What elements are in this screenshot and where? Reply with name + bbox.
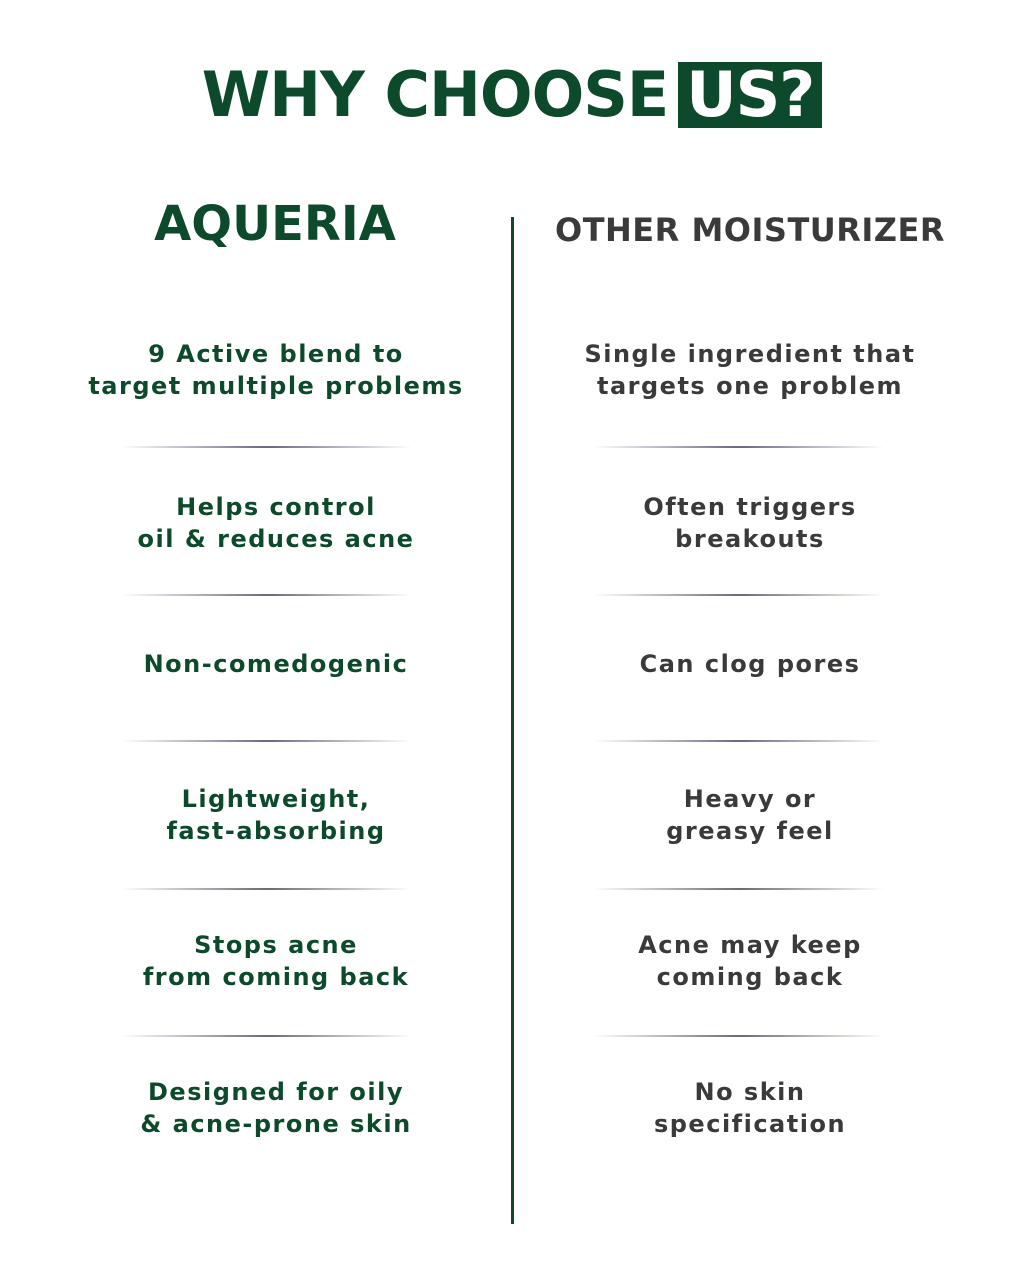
other-drawback-2-line-2: breakouts bbox=[675, 525, 825, 553]
other-drawback-2-line-1: Often triggers bbox=[643, 493, 857, 521]
other-drawback-5 bbox=[540, 929, 960, 993]
other-drawback-5-line-2: coming back bbox=[656, 963, 844, 991]
aqueria-benefit-6-line-1: Designed for oily bbox=[148, 1078, 404, 1106]
aqueria-benefit-2-line-1: Helps control bbox=[176, 493, 376, 521]
row-separator bbox=[122, 740, 412, 742]
aqueria-benefit-4-line-1: Lightweight, bbox=[181, 785, 371, 813]
aqueria-benefit-3 bbox=[66, 648, 486, 680]
column-divider bbox=[511, 217, 514, 1224]
aqueria-benefit-5-line-2: from coming back bbox=[142, 963, 410, 991]
other-drawback-3 bbox=[540, 648, 960, 680]
other-drawback-2 bbox=[540, 491, 960, 555]
other-drawback-1 bbox=[540, 338, 960, 402]
aqueria-benefit-2-line-2: oil & reduces acne bbox=[137, 525, 415, 553]
other-drawback-6 bbox=[540, 1076, 960, 1140]
row-separator bbox=[594, 446, 884, 448]
other-drawback-4-line-1: Heavy or bbox=[683, 785, 817, 813]
row-separator bbox=[594, 594, 884, 596]
row-separator bbox=[122, 594, 412, 596]
page-title bbox=[0, 58, 1024, 131]
row-separator bbox=[122, 888, 412, 890]
other-moisturizer-heading: OTHER MOISTURIZER bbox=[554, 211, 945, 249]
row-separator bbox=[594, 888, 884, 890]
aqueria-heading: AQUERIA bbox=[154, 196, 396, 252]
aqueria-benefit-3-line-1: Non-comedogenic bbox=[143, 650, 409, 678]
aqueria-benefit-6-line-2: & acne-prone skin bbox=[140, 1110, 412, 1138]
row-separator bbox=[594, 740, 884, 742]
other-drawback-3-line-1: Can clog pores bbox=[639, 650, 861, 678]
other-drawback-6-line-2: specification bbox=[653, 1110, 847, 1138]
other-drawback-1-line-1: Single ingredient that bbox=[584, 340, 916, 368]
row-separator bbox=[122, 446, 412, 448]
aqueria-benefit-6 bbox=[66, 1076, 486, 1140]
aqueria-benefit-2 bbox=[66, 491, 486, 555]
title-highlight: US? bbox=[678, 62, 822, 128]
aqueria-benefit-1 bbox=[66, 338, 486, 402]
aqueria-benefit-1-line-1: 9 Active blend to bbox=[148, 340, 404, 368]
aqueria-benefit-5-line-1: Stops acne bbox=[194, 931, 358, 959]
other-drawback-1-line-2: targets one problem bbox=[597, 372, 903, 400]
other-drawback-4 bbox=[540, 783, 960, 847]
aqueria-benefit-4-line-2: fast-absorbing bbox=[166, 817, 386, 845]
row-separator bbox=[122, 1035, 412, 1037]
aqueria-benefit-1-line-2: target multiple problems bbox=[88, 372, 464, 400]
row-separator bbox=[594, 1035, 884, 1037]
other-drawback-4-line-2: greasy feel bbox=[666, 817, 834, 845]
aqueria-benefit-4 bbox=[66, 783, 486, 847]
other-drawback-5-line-1: Acne may keep bbox=[638, 931, 862, 959]
other-drawback-6-line-1: No skin bbox=[694, 1078, 806, 1106]
aqueria-benefit-5 bbox=[66, 929, 486, 993]
title-main: WHY CHOOSE bbox=[201, 58, 669, 131]
